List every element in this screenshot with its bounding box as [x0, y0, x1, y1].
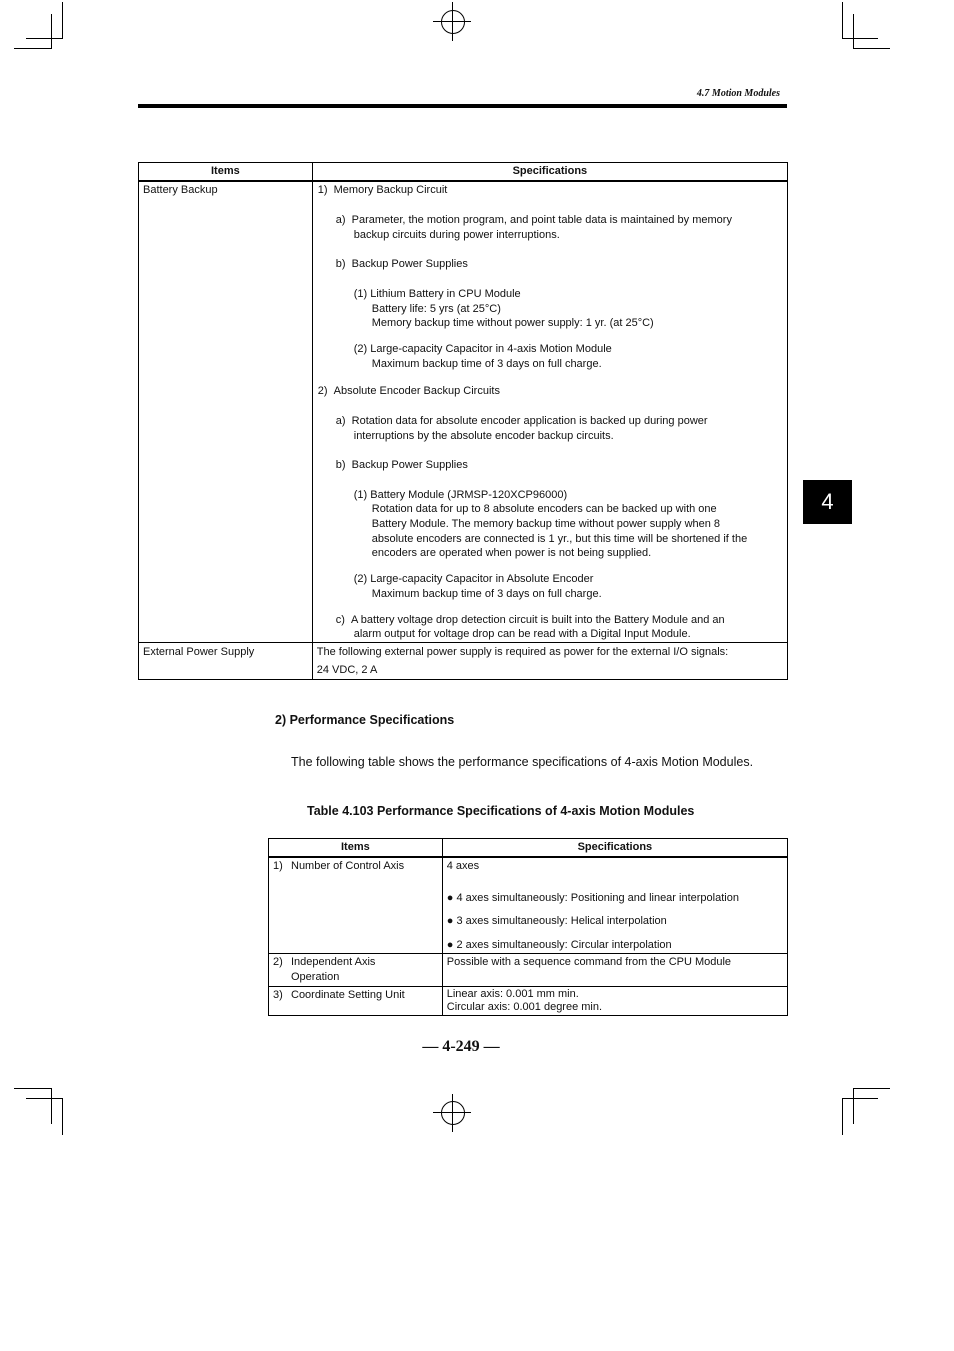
running-head: 4.7 Motion Modules: [696, 88, 780, 99]
item-number: 2): [273, 956, 283, 968]
spec-line: backup circuits during power interruptions.: [353, 229, 560, 241]
header-rule: [138, 104, 787, 108]
spec-line: Memory backup time without power supply: 1 yr. (at 25°C): [371, 317, 654, 329]
spec-cell: [442, 987, 787, 1016]
table-row: [269, 954, 788, 987]
chapter-tab: 4: [803, 480, 852, 524]
item-cell: [269, 954, 443, 987]
table-row: [139, 181, 788, 643]
spec-cell: [442, 857, 787, 954]
column-header-specifications: Specifications: [312, 163, 787, 182]
page-number: — 4-249 —: [422, 1038, 500, 1055]
spec-line: (2) Large-capacity Capacitor in Absolute Encoder: [353, 573, 594, 585]
table-header-row: [269, 839, 788, 858]
spec-line: Rotation data for up to 8 absolute encoders can be backed up with one: [371, 503, 717, 515]
item-battery-backup: Battery Backup: [139, 181, 313, 643]
item-external-power-supply: External Power Supply: [139, 643, 313, 680]
external-power-spec: [312, 643, 787, 680]
column-header-specifications: Specifications: [442, 839, 787, 858]
item-label: Independent Axis: [291, 956, 376, 968]
spec-line: a) Rotation data for absolute encoder application is backed up during power: [335, 415, 708, 427]
spec-line: c) A battery voltage drop detection circuit is built into the Battery Module and an: [335, 614, 725, 626]
spec-line: b) Backup Power Supplies: [335, 258, 468, 270]
spec-line: The following external power supply is required as power for the external I/O signals:: [316, 646, 729, 658]
spec-line: 2) Absolute Encoder Backup Circuits: [317, 385, 500, 397]
spec-line: Battery Module. The memory backup time without power supply when 8: [371, 518, 721, 530]
item-label: Coordinate Setting Unit: [291, 989, 405, 1001]
battery-backup-spec: [312, 181, 787, 643]
spec-line: a) Parameter, the motion program, and point table data is maintained by memory: [335, 214, 732, 226]
table-row: [269, 857, 788, 954]
column-header-items: Items: [139, 163, 313, 182]
table-caption: Table 4.103 Performance Specifications of 4-axis Motion Modules: [307, 804, 695, 818]
performance-spec-table: [268, 838, 788, 1016]
column-header-items: Items: [269, 839, 443, 858]
spec-line: encoders are operated when power is not being supplied.: [371, 547, 652, 559]
spec-line: 1) Memory Backup Circuit: [317, 184, 448, 196]
spec-line: 24 VDC, 2 A: [316, 663, 378, 676]
bullet-line: ● 3 axes simultaneously: Helical interpolation: [446, 915, 667, 927]
item-label: Operation: [291, 970, 340, 983]
spec-line: Maximum backup time of 3 days on full charge.: [371, 588, 602, 600]
item-number: 3): [273, 989, 283, 1001]
spec-line: Battery life: 5 yrs (at 25°C): [371, 303, 501, 315]
spec-cell: Possible with a sequence command from the CPU Module: [442, 954, 787, 987]
spec-line: absolute encoders are connected is 1 yr., but this time will be shortened if the: [371, 533, 748, 545]
table-row: [269, 987, 788, 1016]
battery-spec-table: [138, 162, 788, 680]
spec-line: interruptions by the absolute encoder backup circuits.: [353, 430, 614, 442]
spec-line: (1) Lithium Battery in CPU Module: [353, 288, 521, 300]
item-label: Number of Control Axis: [291, 860, 405, 872]
bullet-line: ● 2 axes simultaneously: Circular interpolation: [446, 938, 672, 951]
spec-line: 4 axes: [446, 860, 480, 872]
spec-line: Linear axis: 0.001 mm min.: [446, 988, 579, 1000]
section-heading: 2) Performance Specifications: [275, 713, 455, 727]
spec-line: Circular axis: 0.001 degree min.: [446, 1001, 603, 1013]
intro-text: The following table shows the performance specifications of 4-axis Motion Modules.: [291, 755, 754, 769]
table-row: [139, 643, 788, 680]
spec-line: alarm output for voltage drop can be read with a Digital Input Module.: [353, 628, 691, 640]
item-cell: [269, 857, 443, 954]
item-number: 1): [273, 860, 283, 872]
item-cell: [269, 987, 443, 1016]
spec-line: Maximum backup time of 3 days on full charge.: [371, 358, 602, 370]
spec-line: (1) Battery Module (JRMSP-120XCP96000): [353, 489, 568, 501]
table-header-row: [139, 163, 788, 182]
spec-line: b) Backup Power Supplies: [335, 459, 468, 471]
bullet-line: ● 4 axes simultaneously: Positioning and linear interpolation: [446, 891, 739, 904]
spec-line: (2) Large-capacity Capacitor in 4-axis Motion Module: [353, 343, 612, 355]
